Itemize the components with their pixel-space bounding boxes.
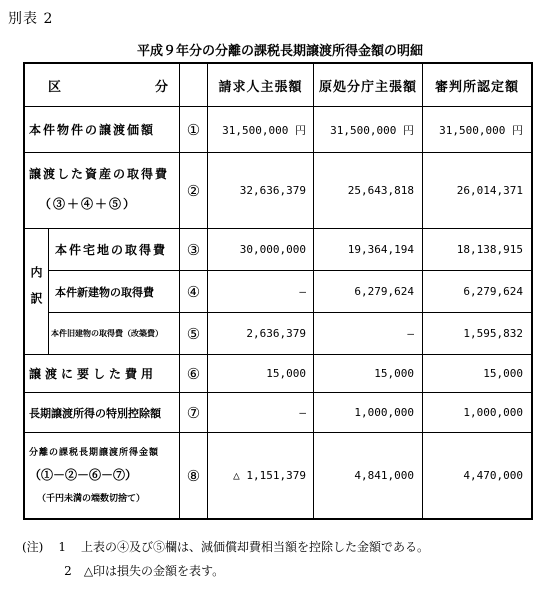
row-6-number: ⑥ [186,364,201,383]
header-tribunal-amount: 審判所認定額 [434,79,519,95]
row-3-label: 本件宅地の取得費 [55,243,168,257]
row-2-tribunal: 26,014,371 [456,184,523,197]
row-5-tribunal: 1,595,832 [463,327,523,340]
row-4-office: 6,279,624 [354,285,414,298]
row-1-claimant: 31,500,000 円 [222,123,306,137]
row-3-office: 19,364,194 [347,243,414,256]
note-1-number: 1 [58,540,67,554]
row-7-claimant: ― [299,406,306,419]
row-3-tribunal: 18,138,915 [456,243,523,256]
header-claimant-amount: 請求人主張額 [218,79,303,95]
header-office-amount: 原処分庁主張額 [318,79,417,95]
row-1-tribunal: 31,500,000 円 [439,123,523,137]
row-3-number: ③ [186,240,201,259]
statement-table [23,62,533,520]
note-2 [56,562,224,579]
note-marker: (注) [22,540,44,554]
header-category-left: 区 [47,79,62,95]
row-1-number: ① [186,120,201,139]
row-6-office: 15,000 [374,367,414,380]
row-8-claimant: △ 1,151,379 [233,469,306,482]
row-4-claimant: ― [299,285,306,298]
row-6-label: 譲渡に要した費用 [29,367,158,381]
row-8-tribunal: 4,470,000 [463,469,523,482]
row-3-claimant: 30,000,000 [239,243,306,256]
note-1-text: 上表の④及び⑤欄は、減価償却費相当額を控除した金額である。 [81,540,430,554]
row-5-claimant: 2,636,379 [246,327,306,340]
note-1 [22,538,429,555]
row-7-office: 1,000,000 [354,406,414,419]
row-1-office: 31,500,000 円 [330,123,414,137]
row-5-number: ⑤ [186,324,201,343]
row-8-sublabel: （①－②－⑥－⑦） [29,467,138,482]
row-4-tribunal: 6,279,624 [463,285,523,298]
breakdown-label: 内訳 [29,265,43,318]
row-2-sublabel: （③＋④＋⑤） [39,196,138,211]
row-4-number: ④ [186,282,201,301]
row-5-office: ― [407,327,414,340]
row-2-label: 譲渡した資産の取得費 [29,166,170,181]
appendix-label: 別表 2 [8,11,54,27]
row-7-number: ⑦ [186,403,201,422]
row-6-claimant: 15,000 [266,367,306,380]
row-7-label: 長期譲渡所得の特別控除額 [29,406,161,420]
document-title: 平成９年分の分離の課税長期譲渡所得金額の明細 [136,44,423,59]
row-5-label: 本件旧建物の取得費（改築費） [51,328,163,338]
header-category-right: 分 [154,79,169,95]
row-8-note: （千円未満の端数切捨て） [37,493,146,504]
row-4-label: 本件新建物の取得費 [55,285,154,299]
row-8-number: ⑧ [186,466,201,485]
row-2-number: ② [186,181,201,200]
row-8-label: 分離の課税長期譲渡所得金額 [29,447,160,458]
row-2-claimant: 32,636,379 [239,184,306,197]
note-2-text: △印は損失の金額を表す。 [83,564,225,578]
row-1-label: 本件物件の譲渡価額 [29,123,156,137]
row-2-office: 25,643,818 [347,184,414,197]
row-6-tribunal: 15,000 [483,367,523,380]
row-8-office: 4,841,000 [354,469,414,482]
row-7-tribunal: 1,000,000 [463,406,523,419]
note-2-number: 2 [64,564,72,578]
